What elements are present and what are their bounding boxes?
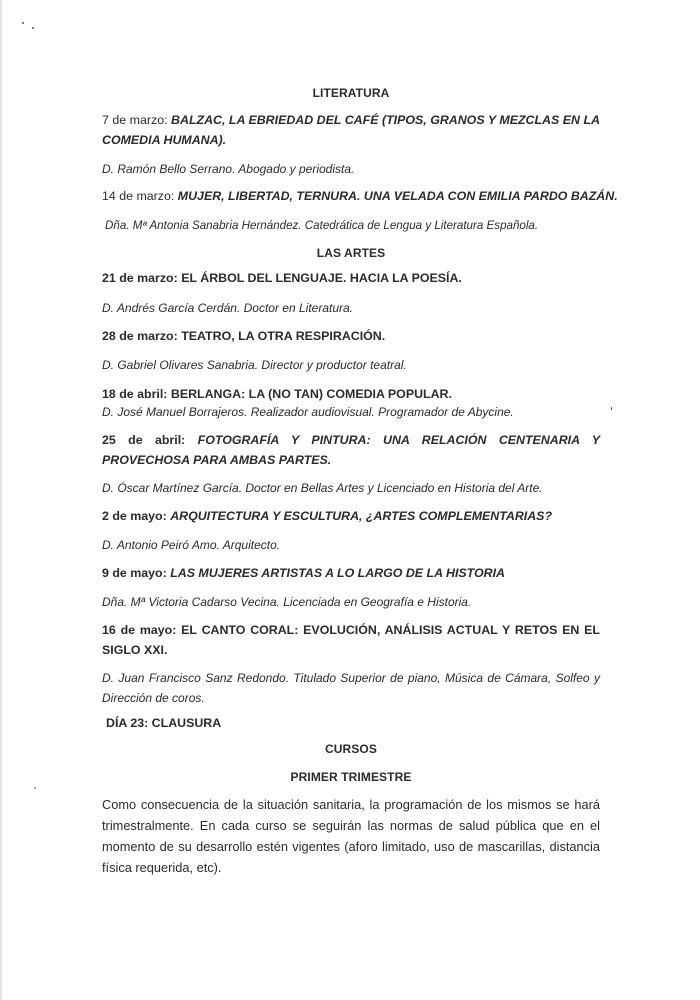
event-date: 14 de marzo: <box>102 189 175 203</box>
scan-speck <box>22 22 24 24</box>
event-date: 9 de mayo: <box>102 566 167 580</box>
event-speaker: D. Óscar Martínez García. Doctor en Bellas Artes y Licenciado en Historia del Arte. <box>102 481 543 495</box>
event-date: 21 de marzo: <box>102 271 178 285</box>
section-heading-literatura: LITERATURA <box>312 86 390 100</box>
closing-day: DÍA 23: CLAUSURA <box>106 716 222 730</box>
event-date: 7 de marzo: <box>102 113 168 127</box>
event-speaker: D. Antonio Peiró Amo. Arquitecto. <box>102 538 281 552</box>
scan-edge <box>0 0 2 1000</box>
event-title: ARQUITECTURA Y ESCULTURA, ¿ARTES COMPLEMENTARIAS? <box>170 509 553 523</box>
event-speaker: D. Andrés García Cerdán. Doctor en Literatura. <box>102 301 354 315</box>
event-item <box>102 430 600 470</box>
scan-speck <box>34 787 36 789</box>
event-item <box>102 620 600 660</box>
section-heading-artes: LAS ARTES <box>316 246 386 260</box>
event-item <box>102 326 600 346</box>
scan-speck <box>32 27 34 29</box>
event-item <box>102 563 600 583</box>
event-speaker: D. Gabriel Olivares Sanabria. Director y productor teatral. <box>102 358 407 372</box>
event-item <box>102 186 618 206</box>
event-speaker: Dña. Mª Antonia Sanabria Hernández. Catedrática de Lengua y Literatura Española. <box>105 219 539 232</box>
event-title: TEATRO, LA OTRA RESPIRACIÓN. <box>181 329 386 343</box>
event-speaker: D. Juan Francisco Sanz Redondo. Titulado Superior de piano, Música de Cámara, Solfeo y Dirección de coros. <box>102 671 600 705</box>
event-title: LAS MUJERES ARTISTAS A LO LARGO DE LA HISTORIA <box>170 566 505 580</box>
event-title: MUJER, LIBERTAD, TERNURA. UNA VELADA CON EMILIA PARDO BAZÁN. <box>177 189 618 203</box>
event-date: 25 de abril: <box>102 433 186 447</box>
scan-speck <box>611 407 612 410</box>
event-date: 16 de mayo: <box>102 623 177 637</box>
event-title: FOTOGRAFÍA Y PINTURA: UNA RELACIÓN CENTENARIA Y PROVECHOSA PARA AMBAS PARTES. <box>102 433 600 467</box>
event-date: 28 de marzo: <box>102 329 178 343</box>
event-speaker: D. Ramón Bello Serrano. Abogado y periodista. <box>102 162 355 176</box>
cursos-paragraph: Como consecuencia de la situación sanitaria, la programación de los mismos se hará trimestralmente. En cada curso se seguirán las normas de salud pública que en el momento de su desarrollo estén vigentes (aforo limitado, uso de mascarillas, distancia física requerida, etc). <box>102 797 600 875</box>
event-item <box>102 268 600 288</box>
section-heading-cursos: CURSOS <box>325 742 377 756</box>
event-title: EL CANTO CORAL: EVOLUCIÓN, ANÁLISIS ACTUAL Y RETOS EN EL SIGLO XXI. <box>102 623 600 657</box>
event-item <box>102 110 600 150</box>
subheading-primer-trimestre: PRIMER TRIMESTRE <box>290 770 412 784</box>
event-speaker: D. José Manuel Borrajeros. Realizador audiovisual. Programador de Abycine. <box>102 405 514 419</box>
event-title: BALZAC, LA EBRIEDAD DEL CAFÉ (TIPOS, GRANOS Y MEZCLAS EN LA COMEDIA HUMANA). <box>102 113 600 147</box>
event-date: 2 de mayo: <box>102 509 167 523</box>
event-item <box>102 384 600 404</box>
event-speaker: Dña. Mª Victoria Cadarso Vecina. Licenciada en Geografía e Historia. <box>102 595 472 609</box>
event-item <box>102 506 600 526</box>
event-date: 18 de abril: <box>102 387 168 401</box>
event-title: EL ÁRBOL DEL LENGUAJE. HACIA LA POESÍA. <box>181 271 462 285</box>
event-title: BERLANGA: LA (NO TAN) COMEDIA POPULAR. <box>170 387 452 401</box>
